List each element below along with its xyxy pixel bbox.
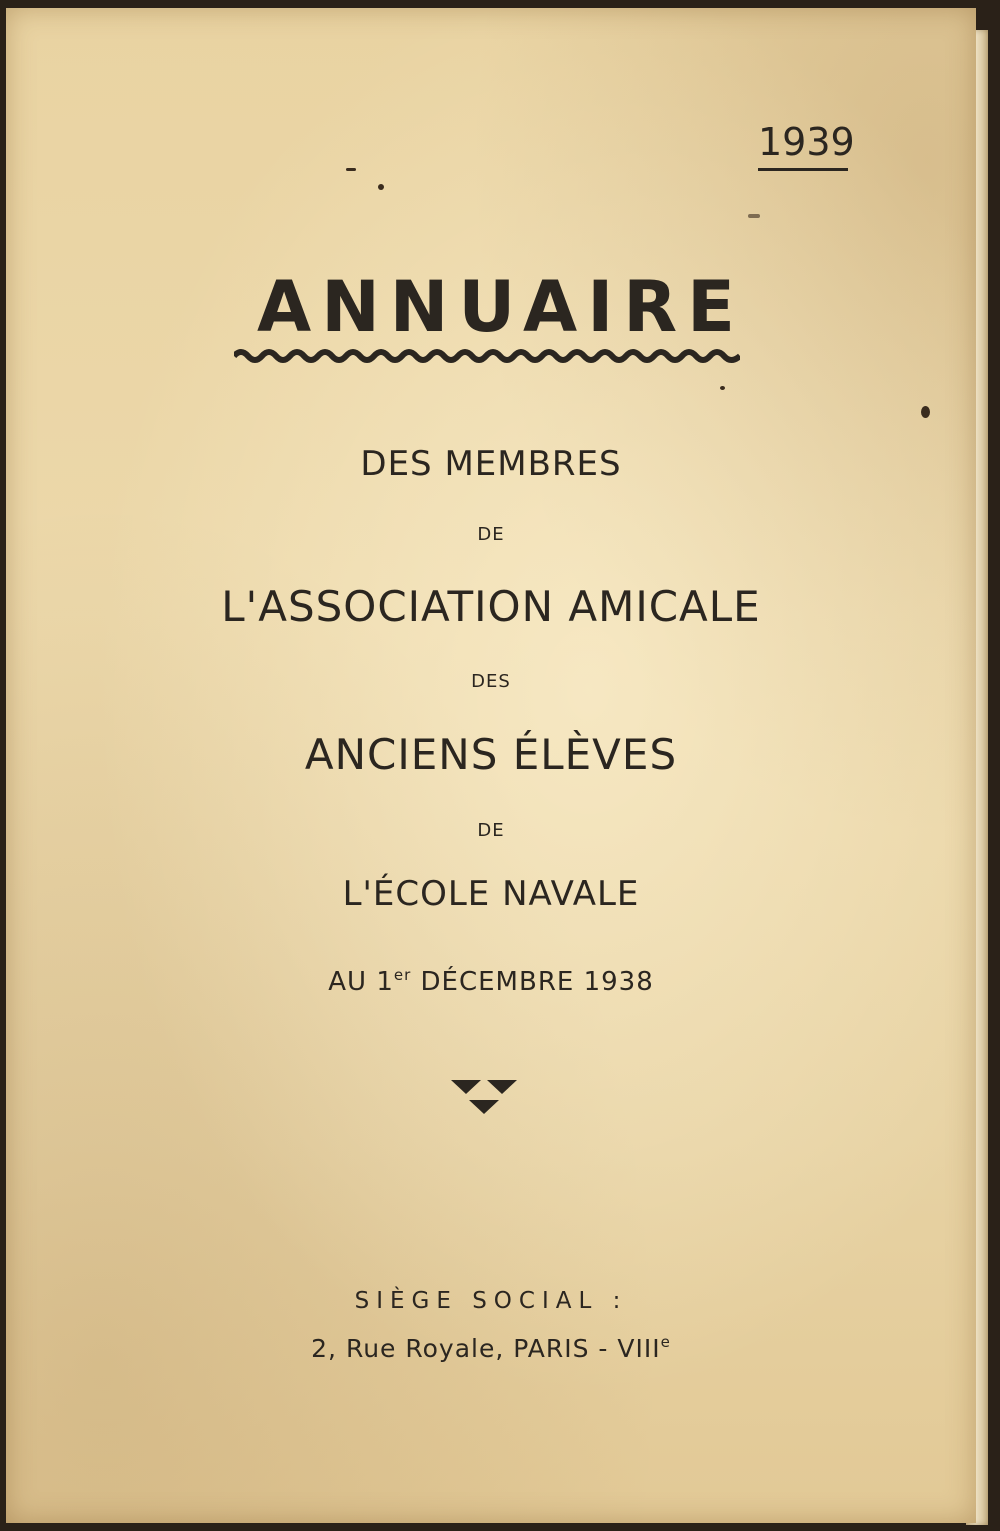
cover-title: ANNUAIRE <box>257 266 745 348</box>
subtitle-des: DES <box>471 671 511 692</box>
date-suffix: DÉCEMBRE 1938 <box>411 967 654 997</box>
ink-speck <box>346 168 356 171</box>
date-line <box>6 966 976 997</box>
subtitle-de-2: DE <box>477 820 505 841</box>
subtitle-anciens-eleves: ANCIENS ÉLÈVES <box>304 730 678 779</box>
subtitle-de-1: DE <box>477 524 505 545</box>
subtitle-ecole-navale: L'ÉCOLE NAVALE <box>342 874 640 914</box>
ink-speck <box>720 386 725 390</box>
wavy-underline-icon <box>234 346 740 366</box>
triangle-ornament-icon <box>451 1080 517 1120</box>
ink-speck <box>921 406 930 418</box>
ink-speck <box>748 214 760 218</box>
siege-social-label: SIÈGE SOCIAL : <box>354 1288 628 1314</box>
subtitle-des-membres: DES MEMBRES <box>360 444 622 484</box>
date-prefix: AU 1 <box>328 967 394 997</box>
subtitle-association: L'ASSOCIATION AMICALE <box>221 582 761 631</box>
address-superscript: e <box>660 1333 671 1351</box>
book-cover <box>6 8 976 1523</box>
date-superscript: er <box>393 966 412 984</box>
address-main: 2, Rue Royale, PARIS - VIII <box>311 1334 661 1363</box>
year-label: 1939 <box>758 120 848 171</box>
ink-speck <box>378 184 384 190</box>
siege-social-address <box>6 1333 976 1363</box>
